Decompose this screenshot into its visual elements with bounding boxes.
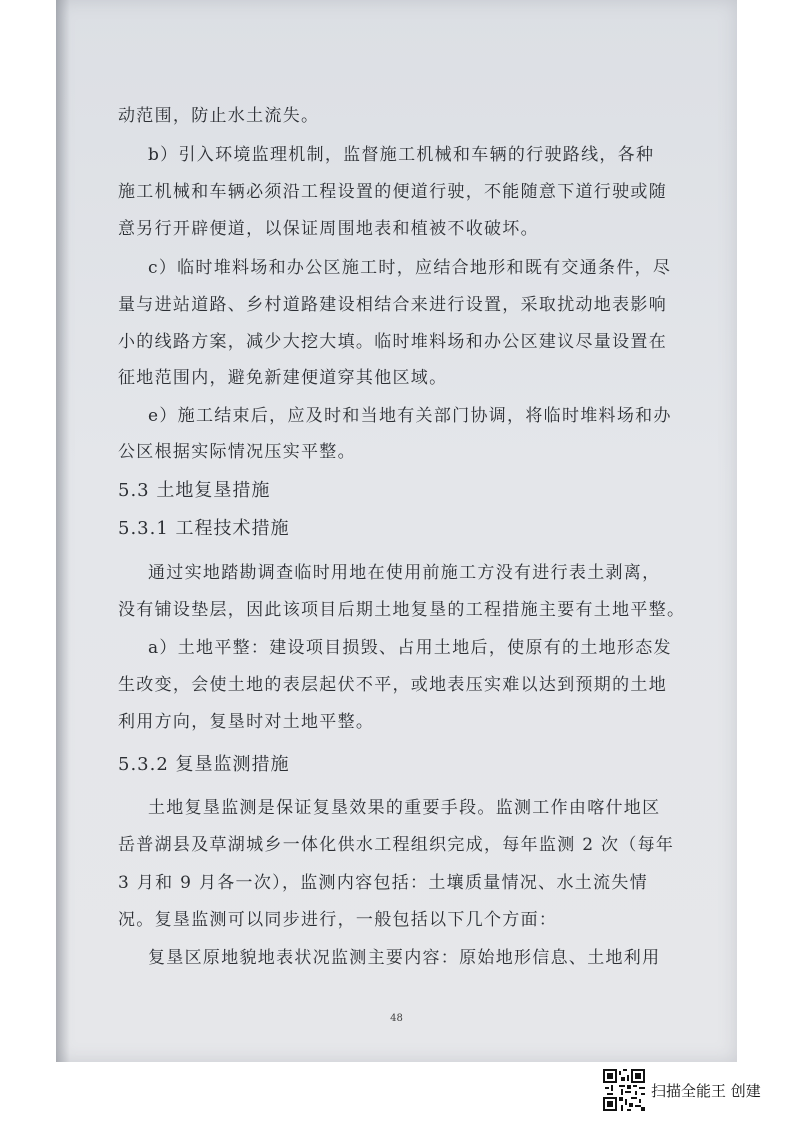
scanned-page bbox=[56, 0, 737, 1062]
qr-code-icon bbox=[603, 1069, 645, 1111]
paragraph-line: 公区根据实际情况压实平整。 bbox=[118, 442, 356, 462]
paragraph-line: 施工机械和车辆必须沿工程设置的便道行驶，不能随意下道行驶或随 bbox=[118, 182, 667, 202]
paragraph-line: 通过实地踏勘调查临时用地在使用前施工方没有进行表土剥离， bbox=[148, 563, 661, 583]
paragraph-line: 征地范围内，避免新建便道穿其他区域。 bbox=[118, 368, 448, 388]
scanner-watermark bbox=[603, 1068, 788, 1112]
paragraph-line: e）施工结束后，应及时和当地有关部门协调，将临时堆料场和办 bbox=[148, 406, 672, 426]
paragraph-line: 3 月和 9 月各一次），监测内容包括：土壤质量情况、水土流失情 bbox=[118, 873, 648, 893]
paragraph-line: c）临时堆料场和办公区施工时，应结合地形和既有交通条件，尽 bbox=[148, 258, 672, 278]
paragraph-line: 意另行开辟便道，以保证周围地表和植被不收破坏。 bbox=[118, 219, 539, 239]
paragraph-line: 生改变，会使土地的表层起伏不平，或地表压实难以达到预期的土地 bbox=[118, 675, 667, 695]
paragraph-line: 复垦区原地貌地表状况监测主要内容：原始地形信息、土地利用 bbox=[148, 948, 661, 968]
paragraph-line: 没有铺设垫层，因此该项目后期土地复垦的工程措施主要有土地平整。 bbox=[118, 600, 686, 620]
paragraph-line: 岳普湖县及草湖城乡一体化供水工程组织完成，每年监测 2 次（每年 bbox=[118, 835, 675, 855]
paragraph-line: a）土地平整：建设项目损毁、占用土地后，使原有的土地形态发 bbox=[148, 638, 672, 658]
paragraph-line: b）引入环境监理机制，监督施工机械和车辆的行驶路线，各种 bbox=[148, 145, 655, 165]
section-heading-5-3-2: 5.3.2 复垦监测措施 bbox=[118, 754, 290, 775]
paragraph-line: 动范围，防止水土流失。 bbox=[118, 106, 320, 126]
paragraph-line: 量与进站道路、乡村道路建设相结合来进行设置，采取扰动地表影响 bbox=[118, 295, 667, 315]
paragraph-line: 土地复垦监测是保证复垦效果的重要手段。监测工作由喀什地区 bbox=[148, 798, 661, 818]
section-heading-5-3: 5.3 土地复垦措施 bbox=[118, 480, 271, 501]
section-heading-5-3-1: 5.3.1 工程技术措施 bbox=[118, 518, 290, 539]
page-edge-shadow bbox=[56, 0, 70, 1062]
paragraph-line: 利用方向，复垦时对土地平整。 bbox=[118, 712, 375, 732]
paragraph-line: 小的线路方案，减少大挖大填。临时堆料场和办公区建议尽量设置在 bbox=[118, 332, 667, 352]
paragraph-line: 况。复垦监测可以同步进行，一般包括以下几个方面： bbox=[118, 910, 558, 930]
page-number: 48 bbox=[390, 1013, 403, 1024]
scanner-brand-text: 扫描全能王 创建 bbox=[651, 1081, 761, 1100]
